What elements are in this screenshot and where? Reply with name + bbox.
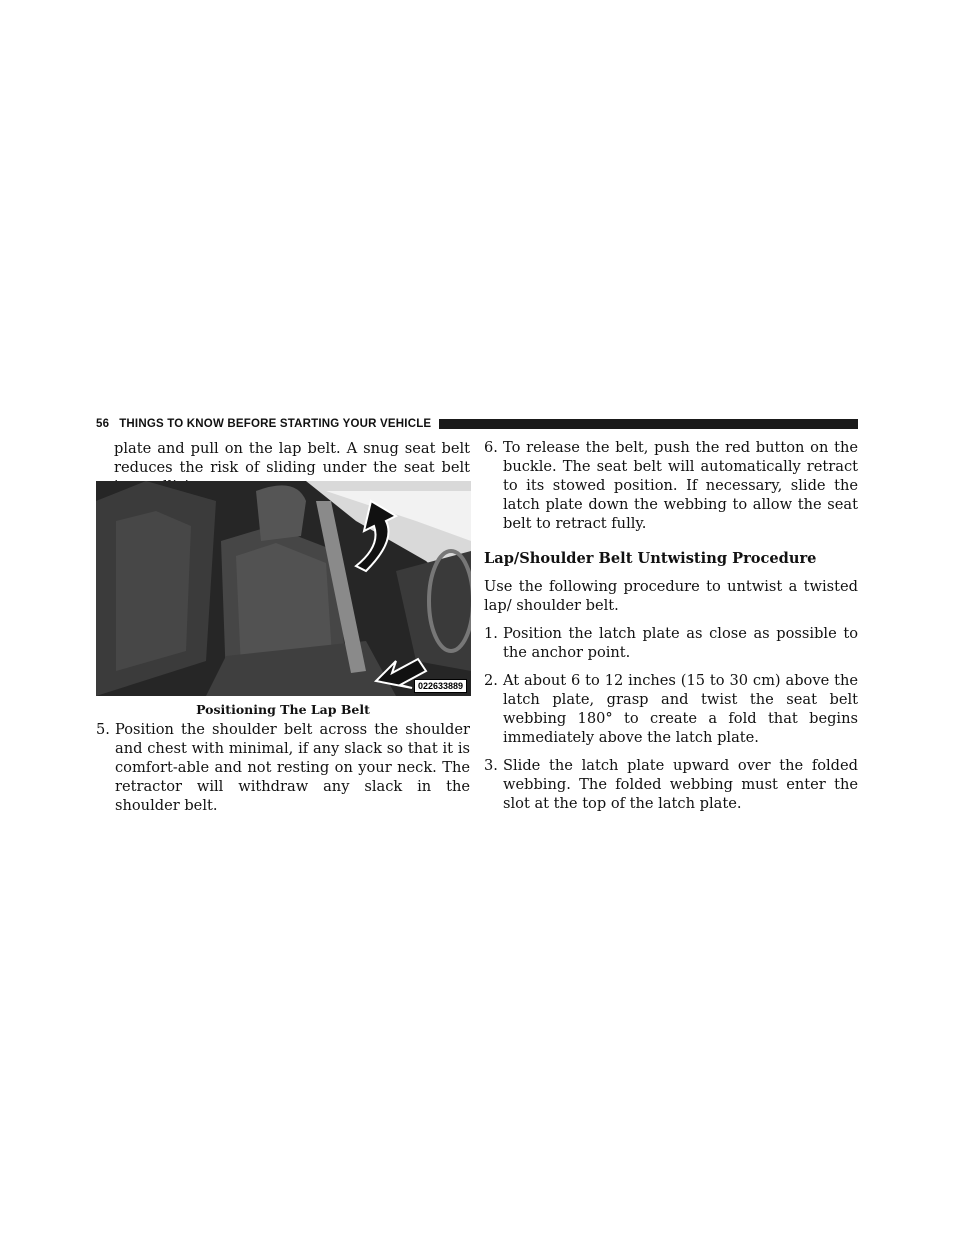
seat-belt-illustration [96, 481, 471, 696]
step-number: 3. [484, 757, 498, 774]
car-seat-drawing [96, 481, 471, 696]
left-column-lower [96, 720, 470, 824]
list-item [484, 671, 858, 747]
step-number: 6. [484, 439, 498, 456]
step-text: At about 6 to 12 inches (15 to 30 cm) above the latch plate, grasp and twist the seat belt webbing 180° to create a fold that begins immediately above the latch plate. [503, 672, 858, 746]
step-text: Position the latch plate as close as possible to the anchor point. [503, 625, 858, 661]
figure-caption: Positioning The Lap Belt [196, 702, 370, 717]
intro-paragraph: Use the following procedure to untwist a twisted lap/ shoulder belt. [484, 578, 858, 614]
step-text: Position the shoulder belt across the shoulder and chest with minimal, if any slack so that it is comfort-able and not resting on your neck. The retractor will withdraw any slack in the shoulder belt. [115, 721, 470, 814]
page-number: 56 [96, 418, 110, 430]
section-title: THINGS TO KNOW BEFORE STARTING YOUR VEHICLE [119, 418, 432, 430]
step-number: 1. [484, 625, 498, 642]
step-text: Slide the latch plate upward over the folded webbing. The folded webbing must enter the slot at the top of the latch plate. [503, 757, 858, 812]
header-rule [439, 419, 858, 429]
step-text: To release the belt, push the red button on the buckle. The seat belt will automatically retract to its stowed position. If necessary, slide the latch plate down the webbing to allow the seat belt to retract fully. [503, 439, 858, 532]
subheading: Lap/Shoulder Belt Untwisting Procedure [484, 550, 817, 567]
list-item [484, 756, 858, 813]
right-column [484, 438, 858, 822]
list-item [484, 624, 858, 662]
continued-paragraph: plate and pull on the lap belt. A snug seat belt reduces the risk of sliding under the seat belt [114, 440, 470, 476]
figure-code: 022633889 [414, 679, 467, 693]
step-number: 5. [96, 721, 110, 738]
step-number: 2. [484, 672, 498, 689]
list-item [96, 720, 470, 815]
page-header [96, 416, 858, 432]
list-item [484, 438, 858, 533]
